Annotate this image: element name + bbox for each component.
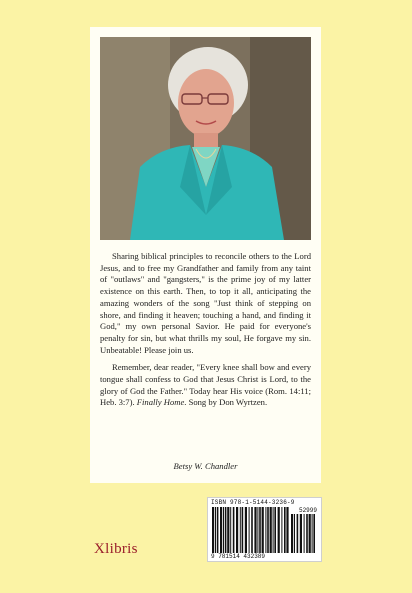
price-code: 52999: [298, 507, 317, 514]
author-photo: [100, 37, 311, 240]
barcode-bar: [217, 507, 219, 553]
barcode-bar: [225, 507, 227, 553]
barcode-bar: [284, 507, 286, 553]
author-signature: Betsy W. Chandler: [173, 461, 238, 471]
barcode-bar: [281, 507, 282, 553]
barcode-bar: [212, 507, 214, 553]
barcode-bar: [278, 507, 280, 553]
bio-paragraph-2: [100, 362, 311, 409]
barcode-bar: [233, 507, 235, 553]
song-title: Finally Home: [136, 397, 185, 408]
barcode-bar: [223, 507, 224, 553]
barcode-bar: [306, 514, 308, 553]
barcode-bar: [286, 507, 288, 553]
barcode-bar: [245, 507, 247, 553]
barcode-bar: [265, 507, 266, 553]
price-barcode-bars-icon: [291, 514, 317, 553]
barcode-bar: [300, 514, 302, 553]
barcode-bar: [313, 514, 315, 553]
back-cover-panel: [90, 27, 321, 483]
isbn-barcode: [207, 497, 322, 562]
barcode-bar: [294, 514, 295, 553]
barcode-bar: [240, 507, 241, 553]
bio-paragraph-1: Sharing biblical principles to reconcile others to the Lord Jesus, and to free my Grandfather and family from any taint of "outlaws" and "gangsters," is the prime joy of my latter existence on this earth. Then, to top it all, anticipating the amazing wonders of the song "Just think of stepping on shore, and finding it heaven; touching a hand, and finding it God," my own personal Savior. He paid for everyone's penalty for sin, but what thrills my soul, He forgave my sin. Unbeatable! Please join us.: [100, 251, 311, 355]
bio-paragraph-2-main: Remember, dear reader, "Every knee shall bow and every tongue shall confess to God that Jesus Christ is Lord, to the glory of God the Father." Today hear His voice (Rom. 14:11; Heb. 3:7).: [100, 362, 311, 408]
barcode-number: 9 781514 432389: [211, 553, 266, 560]
barcode-bar: [236, 507, 238, 553]
barcode-bar: [249, 507, 250, 553]
barcode-bar: [257, 507, 258, 553]
barcode-bar: [262, 507, 264, 553]
barcode-bar: [251, 507, 253, 553]
author-bio: [100, 251, 311, 415]
author-portrait-icon: [100, 37, 311, 240]
barcode-bar: [312, 514, 313, 553]
barcode-bar: [304, 514, 305, 553]
barcode-bar: [227, 507, 229, 553]
barcode-bar: [242, 507, 244, 553]
barcode-bar: [220, 507, 222, 553]
barcode-bar: [309, 514, 311, 553]
barcode-bar: [270, 507, 272, 553]
barcode-bar: [273, 507, 274, 553]
isbn-label: ISBN 978-1-5144-3236-9: [211, 499, 295, 506]
barcode-bar: [267, 507, 269, 553]
barcode-bars-icon: [212, 507, 289, 553]
bio-paragraph-2-end: . Song by Don Wyrtzen.: [184, 397, 268, 408]
barcode-bar: [297, 514, 299, 553]
barcode-bar: [215, 507, 216, 553]
barcode-bar: [291, 514, 293, 553]
barcode-bar: [274, 507, 276, 553]
barcode-bar: [254, 507, 256, 553]
publisher-logo: Xlibris: [94, 541, 138, 557]
barcode-bar: [230, 507, 231, 553]
barcode-bar: [259, 507, 261, 553]
